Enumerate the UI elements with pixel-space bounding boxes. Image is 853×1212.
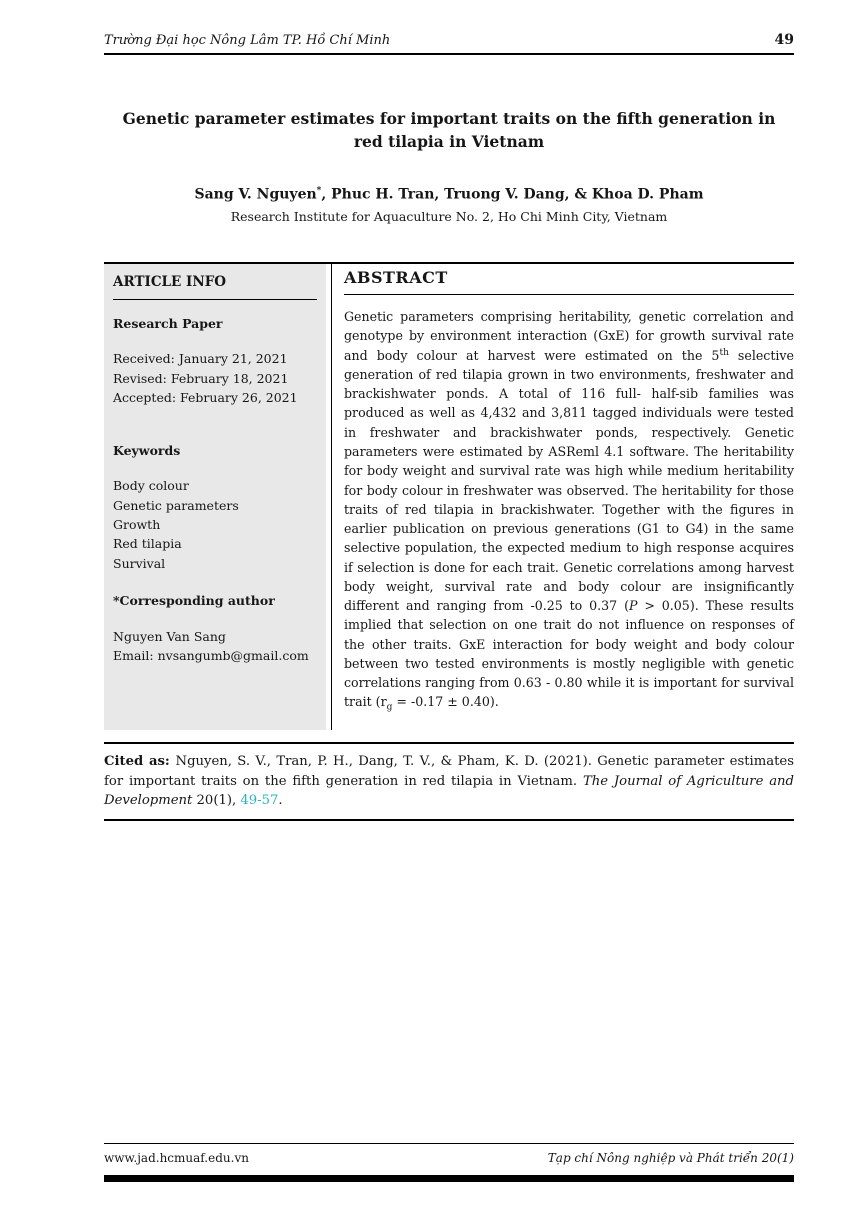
journal-url: www.jad.hcmuaf.edu.vn xyxy=(104,1151,249,1165)
page-number: 49 xyxy=(774,32,794,48)
abstract-column xyxy=(331,264,794,730)
article-info-column xyxy=(104,264,326,730)
abstract-text: Genetic parameters comprising heritability, genetic correlation and genotype by environment interaction (GxE) for growth survival rate and body colour at harvest were estimated on the 5th selective generation of red tilapia grown in two environments, freshwater and brackishwater ponds. A total of 116 full- half-sib families was produced as well as 4,432 and 3,811 tagged individuals were tested in freshwater and brackishwater ponds, respectively. Genetic parameters were estimated by ASReml 4.1 software. The heritability for body weight and survival rate was high while medium heritability for body colour in freshwater was observed. The heritability for those traits of red tilapia in brackishwater. Together with the figures in earlier publication on previous generations (G1 to G4) in the same selective population, the expected medium to high response acquires if selection is done for each trait. Genetic correlations among harvest body weight, survival rate and body colour are insignificantly different and ranging from -0.25 to 0.37 (P > 0.05). These results implied that selection on one trait do not influence on responses of the other traits. GxE interaction for body weight and body colour between two tested environments is mostly negligible with genetic correlations ranging from 0.63 - 0.80 while it is important for survival trait $(r_g = -0.17 \pm 0.40)$. xyxy=(344,309,795,713)
article-type: Research Paper xyxy=(113,316,223,332)
revised-date: Revised: February 18, 2021 xyxy=(113,370,289,386)
article-info-heading: ARTICLE INFO xyxy=(113,274,317,300)
info-abstract-section xyxy=(104,262,794,730)
keyword-item: Body colour xyxy=(113,478,189,494)
running-header xyxy=(104,32,794,48)
journal-name: Tạp chí Nông nghiệp và Phát triển 20(1) xyxy=(547,1151,794,1165)
citation-page-link[interactable]: 49-57 xyxy=(240,793,279,809)
abstract-heading: ABSTRACT xyxy=(344,268,794,295)
cited-as: Cited as: Nguyen, S. V., Tran, P. H., Dang, T. V., & Pham, K. D. (2021). Genetic parameter estimates for important traits on the fifth generation in red tilapia in Vietnam. The Journal of Agriculture and Development 20(1), 49-57. xyxy=(104,753,794,809)
page-content xyxy=(104,0,794,821)
article-dates xyxy=(113,349,317,407)
authors-line: Sang V. Nguyen*, Phuc H. Tran, Truong V. Dang, & Khoa D. Pham xyxy=(194,185,704,203)
footer-row xyxy=(104,1151,794,1165)
running-title: Trường Đại học Nông Lâm TP. Hồ Chí Minh xyxy=(104,33,391,48)
header-rule xyxy=(104,53,794,55)
received-date: Received: January 21, 2021 xyxy=(113,351,288,367)
keywords-heading: Keywords xyxy=(113,443,181,459)
keywords-list xyxy=(113,476,317,573)
cited-as-top-rule xyxy=(104,742,794,744)
corresponding-author-email: Email: nvsangumb@gmail.com xyxy=(113,647,309,663)
page-footer xyxy=(104,1143,794,1182)
bottom-bar xyxy=(104,1175,794,1182)
keyword-item: Red tilapia xyxy=(113,536,182,552)
cited-as-bottom-rule xyxy=(104,819,794,821)
corresponding-author-block xyxy=(113,628,317,666)
affiliation: Research Institute for Aquaculture No. 2, Ho Chi Minh City, Vietnam xyxy=(230,209,668,225)
keyword-item: Survival xyxy=(113,555,166,571)
corresponding-author-heading: *Corresponding author xyxy=(113,593,275,609)
article-title: Genetic parameter estimates for important traits on the fifth generation in red tilapia in Vietnam xyxy=(122,109,776,152)
keyword-item: Growth xyxy=(113,517,161,533)
accepted-date: Accepted: February 26, 2021 xyxy=(113,389,298,405)
corresponding-author-name: Nguyen Van Sang xyxy=(113,629,226,645)
keyword-item: Genetic parameters xyxy=(113,497,239,513)
footer-rule xyxy=(104,1143,794,1144)
